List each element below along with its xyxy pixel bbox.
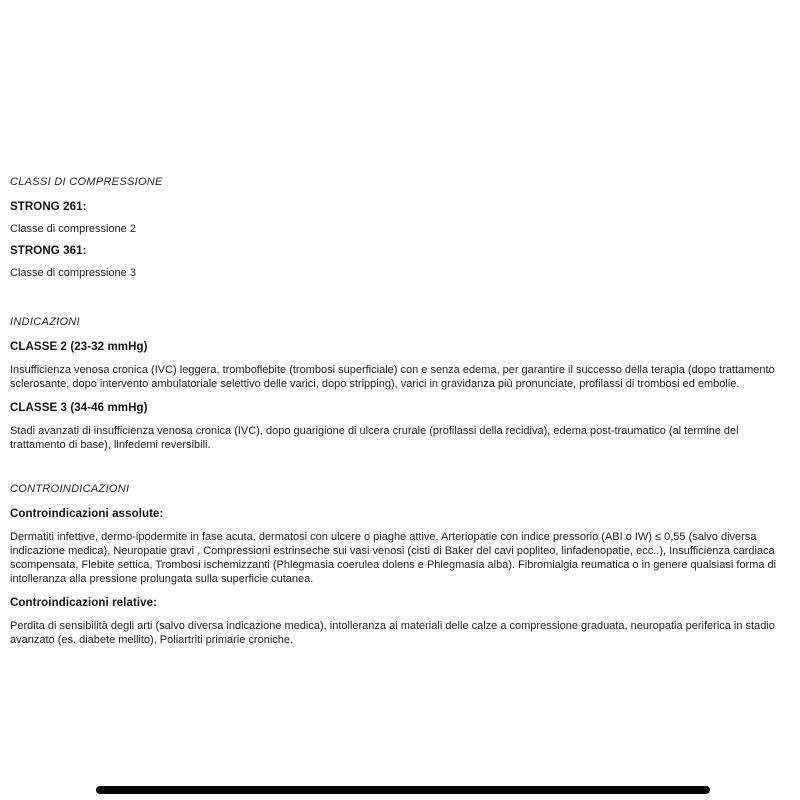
section-indications xyxy=(10,316,790,452)
document-content xyxy=(10,176,790,658)
section-compression-classes xyxy=(10,176,790,280)
classe-2-label: CLASSE 2 (23-32 mmHg) xyxy=(10,341,148,353)
classe-2-body: Insufficienza venosa cronica (IVC) leggera, tromboflebite (trombosi superficiale) con e senza edema, per garantire il successo della terapia (dopo trattamento sclerosante, dopo intervento ambulatoriale selettivo delle varici, dopo stripping), varici in gravidanza più pronunciate, profilassi di trombosi ed embolie. xyxy=(10,364,775,390)
strong-261-value: Classe di compressione 2 xyxy=(10,223,136,235)
section-contraindications xyxy=(10,483,790,647)
strong-261-label: STRONG 261: xyxy=(10,201,87,213)
classe-3-body: Stadi avanzati di insufficienza venosa cronica (IVC), dopo guarigione di ulcera crurale (profilassi della recidiva), edema post-traumatico (al termine del trattamento di base), linfedemi reversibili. xyxy=(10,425,739,451)
relative-contraindications-body: Perdita di sensibilità degli arti (salvo diversa indicazione medica), intolleranza ai materiali delle calze a compressione graduata, neuropatia periferica in stadio avanzato (es. diabete mellito), Poliartriti primarie croniche. xyxy=(10,620,775,646)
compression-classes-heading: CLASSI DI COMPRESSIONE xyxy=(10,176,163,188)
bottom-divider-bar xyxy=(96,786,710,794)
absolute-contraindications-body: Dermatiti infettive, dermo-ipodermite in fase acuta, dermatosi con ulcere o piaghe attive. Arteriopatie con indice pressorio (ABI o IW) ≤ 0,55 (salvo diversa indicazione medica), Neuropatie gravi , Compressioni estrinseche sui vasi venosi (cisti di Baker del cavi popliteo, linfadenopatie, ecc..), Insufficienza cardiaca scompensata, Flebite settica, Trombosi ischemizzanti (Phlegmasia coerulea dolens e Phlegmasia alba). Fibromialgia reumatica o in genere qualsiasi forma di intolleranza alla pressione prolungata sulla superficie cutanea. xyxy=(10,531,777,585)
contraindications-heading: CONTROINDICAZIONI xyxy=(10,483,130,495)
classe-3-label: CLASSE 3 (34-46 mmHg) xyxy=(10,402,148,414)
absolute-contraindications-label: Controindicazioni assolute: xyxy=(10,508,164,520)
strong-361-label: STRONG 361: xyxy=(10,245,87,257)
relative-contraindications-label: Controindicazioni relative: xyxy=(10,597,158,609)
spacer xyxy=(10,463,790,483)
strong-361-value: Classe di compressione 3 xyxy=(10,267,136,279)
indications-heading: INDICAZIONI xyxy=(10,316,80,328)
spacer xyxy=(10,289,790,316)
